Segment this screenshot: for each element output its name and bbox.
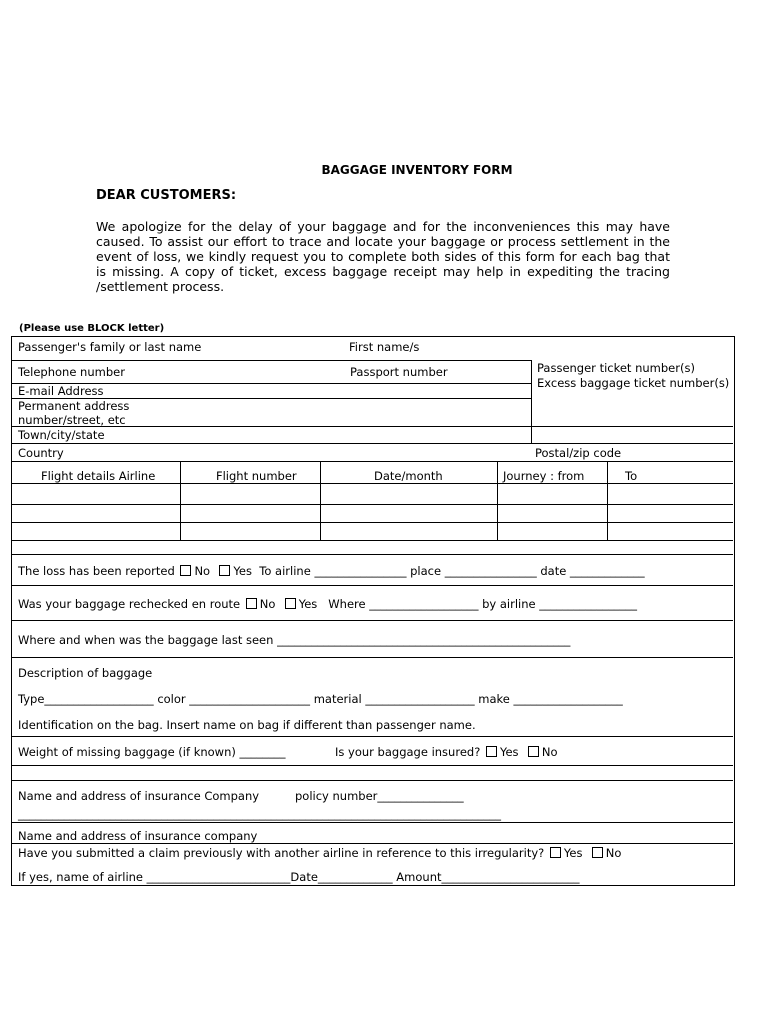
insured-row [335,745,557,759]
family-name-label: Passenger's family or last name [18,340,202,354]
policy-number-label: policy number_______________ [295,789,464,803]
claim-no-checkbox[interactable] [592,847,603,858]
ticket-number-label: Passenger ticket number(s) [537,361,695,375]
country-label: Country [18,446,64,460]
claim-yes-label: Yes [563,846,583,860]
perm-address-sublabel: number/street, etc [18,413,126,427]
email-label: E-mail Address [18,384,104,398]
town-label: Town/city/state [18,428,105,442]
insured-label: Is your baggage insured? [335,745,481,759]
insurance-company-label-2: Name and address of insurance company [18,829,258,843]
weight-label: Weight of missing baggage (if known) ________ [18,745,286,759]
description-details: Type___________________ color _____________________ material ___________________ make ___________________ [18,692,623,706]
recheck-no-checkbox[interactable] [246,598,257,609]
perm-address-label: Permanent address [18,399,130,413]
excess-ticket-label: Excess baggage ticket number(s) [537,376,730,390]
loss-details: To airline ________________ place ________________ date _____________ [259,564,645,578]
block-letter-note: (Please use BLOCK letter) [19,323,165,334]
loss-no-label: No [194,564,211,578]
last-seen-label: Where and when was the baggage last seen ___________________________________________________ [18,633,571,647]
recheck-no-label: No [259,597,276,611]
claim-question: Have you submitted a claim previously with another airline in reference to this irregularity? [18,846,545,860]
flight-header-to: To [625,469,638,483]
flight-header-number: Flight number [216,469,297,483]
loss-reported-label: The loss has been reported [18,564,175,578]
flight-header-airline: Flight details Airline [41,469,156,483]
loss-yes-checkbox[interactable] [219,565,230,576]
loss-no-checkbox[interactable] [180,565,191,576]
insurance-company-label: Name and address of insurance Company [18,789,260,803]
passport-label: Passport number [350,365,448,379]
recheck-details: Where ___________________ by airline _________________ [328,597,638,611]
recheck-label: Was your baggage rechecked en route [18,597,241,611]
form-title: BAGGAGE INVENTORY FORM [321,163,513,177]
description-heading: Description of baggage [18,666,153,680]
claim-row [18,846,621,860]
insured-yes-label: Yes [499,745,519,759]
form-table [11,336,735,886]
greeting: DEAR CUSTOMERS: [96,188,237,203]
loss-yes-label: Yes [233,564,252,578]
intro-paragraph: We apologize for the delay of your baggage and for the inconveniences this may have caused. To assist our effort to trace and locate your baggage or process settlement in the event of loss, we kindly request you to complete both sides of this form for each bag that is missing. A copy of ticket, excess baggage receipt may help in expediting the tracing /settlement process. [96,219,670,294]
telephone-label: Telephone number [18,365,125,379]
recheck-row [18,597,637,611]
claim-followup: If yes, name of airline _________________________Date_____________ Amount________________________ [18,870,580,884]
claim-no-label: No [605,846,622,860]
postal-label: Postal/zip code [535,446,622,460]
insurance-address-line: ____________________________________________________________________________________ [18,807,501,821]
loss-reported-row [18,564,645,578]
insured-yes-checkbox[interactable] [486,746,497,757]
claim-yes-checkbox[interactable] [550,847,561,858]
flight-header-from: Journey : from [503,469,585,483]
insured-no-checkbox[interactable] [528,746,539,757]
flight-header-date: Date/month [374,469,443,483]
recheck-yes-label: Yes [298,597,318,611]
recheck-yes-checkbox[interactable] [285,598,296,609]
first-name-label: First name/s [349,340,420,354]
identification-note: Identification on the bag. Insert name on bag if different than passenger name. [18,718,476,732]
insured-no-label: No [541,745,558,759]
